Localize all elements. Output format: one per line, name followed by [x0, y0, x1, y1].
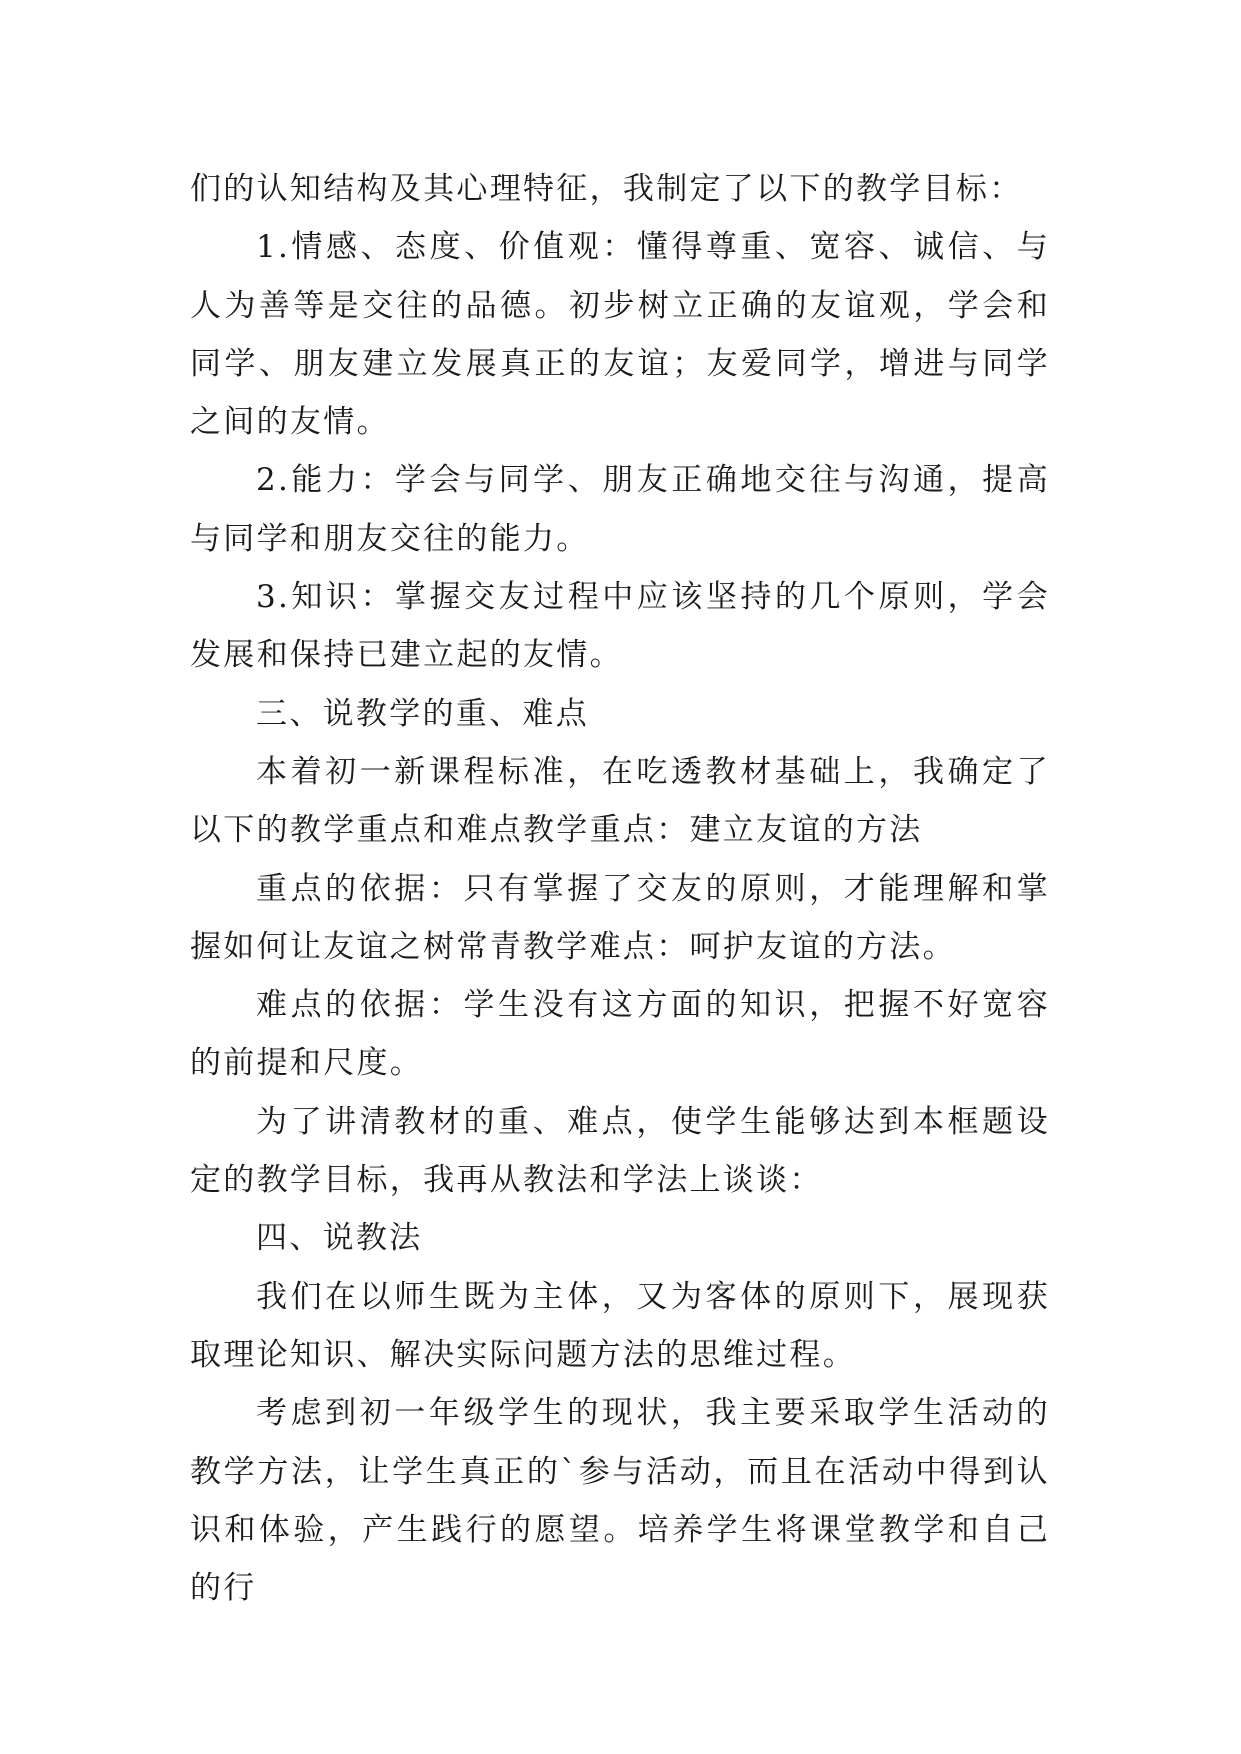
paragraph-9: 为了讲清教材的重、难点，使学生能够达到本框题设定的教学目标，我再从教法和学法上谈谈： [190, 1103, 1050, 1199]
section-heading-4: 四、说教法 [256, 1220, 423, 1257]
paragraph-1: 们的认知结构及其心理特征，我制定了以下的教学目标： [190, 171, 1023, 207]
paragraph-8: 难点的依据：学生没有这方面的知识，把握不好宽容的前提和尺度。 [190, 987, 1050, 1082]
paragraph-4: 3.知识：掌握交友过程中应该坚持的几个原则，学会发展和保持已建立起的友情。 [190, 579, 1050, 674]
paragraph-3: 2.能力：学会与同学、朋友正确地交往与沟通，提高与同学和朋友交往的能力。 [190, 462, 1050, 557]
body-text [190, 160, 1050, 1617]
paragraph-12: 考虑到初一年级学生的现状，我主要采取学生活动的教学方法，让学生真正的`参与活动，而且在活动中得到认识和体验，产生践行的愿望。培养学生将课堂教学和自己的行 [190, 1395, 1050, 1607]
paragraph-2: 1.情感、态度、价值观：懂得尊重、宽容、诚信、与人为善等是交往的品德。初步树立正确的友谊观，学会和同学、朋友建立发展真正的友谊；友爱同学，增进与同学之间的友情。 [190, 229, 1050, 441]
paragraph-11: 我们在以师生既为主体，又为客体的原则下，展现获取理论知识、解决实际问题方法的思维过程。 [190, 1278, 1050, 1373]
paragraph-6: 本着初一新课程标准，在吃透教材基础上，我确定了以下的教学重点和难点教学重点：建立友谊的方法 [190, 753, 1050, 849]
section-heading-3: 三、说教学的重、难点 [256, 695, 589, 732]
paragraph-7: 重点的依据：只有掌握了交友的原则，才能理解和掌握如何让友谊之树常青教学难点：呵护友谊的方法。 [190, 870, 1050, 965]
